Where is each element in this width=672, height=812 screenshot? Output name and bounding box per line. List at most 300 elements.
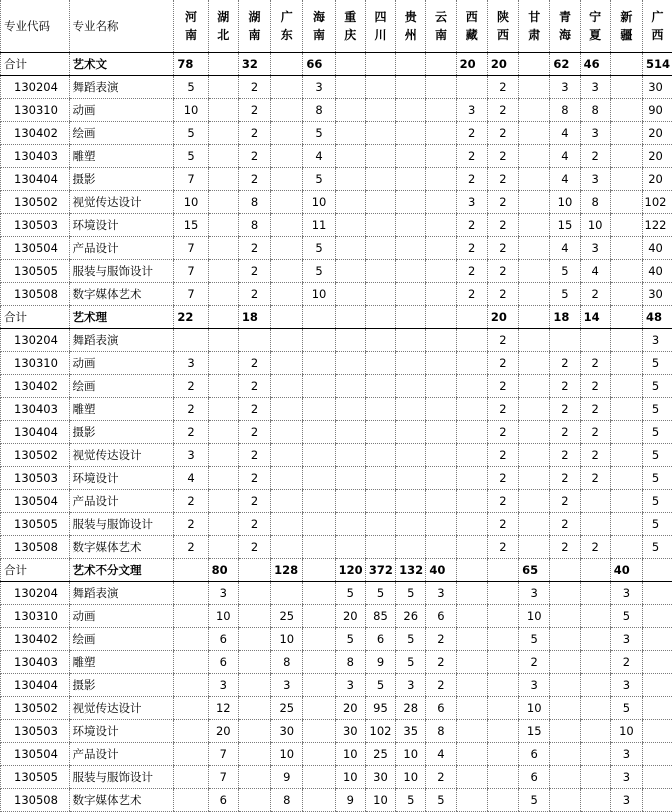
table-row: [1, 283, 672, 306]
quota-cell: [519, 237, 550, 260]
quota-cell: 3: [208, 674, 238, 697]
quota-cell: [335, 421, 365, 444]
quota-cell: 4: [580, 260, 610, 283]
quota-cell: 30: [365, 766, 395, 789]
quota-cell: [643, 674, 672, 697]
quota-cell: [456, 743, 487, 766]
major-name: 环境设计: [69, 467, 174, 490]
quota-cell: [426, 490, 456, 513]
quota-cell: [643, 720, 672, 743]
quota-cell: 8: [335, 651, 365, 674]
major-name: 绘画: [69, 375, 174, 398]
quota-cell: 10: [174, 99, 208, 122]
quota-cell: [238, 582, 270, 605]
total-cell: [456, 559, 487, 582]
quota-cell: [519, 329, 550, 352]
quota-cell: [519, 99, 550, 122]
quota-cell: [426, 99, 456, 122]
quota-cell: [519, 283, 550, 306]
quota-cell: 2: [238, 375, 270, 398]
quota-cell: 10: [271, 743, 303, 766]
table-row: [1, 76, 672, 99]
section-name: 艺术不分文理: [69, 559, 174, 582]
quota-cell: 2: [580, 283, 610, 306]
quota-cell: [456, 766, 487, 789]
quota-cell: [487, 674, 518, 697]
quota-cell: [208, 421, 238, 444]
quota-cell: 3: [519, 582, 550, 605]
quota-cell: [335, 329, 365, 352]
quota-cell: [271, 214, 303, 237]
quota-cell: [335, 375, 365, 398]
total-cell: [208, 306, 238, 329]
quota-cell: 3: [550, 76, 580, 99]
table-row: [1, 513, 672, 536]
major-name: 动画: [69, 605, 174, 628]
quota-cell: 10: [335, 743, 365, 766]
quota-cell: 2: [238, 444, 270, 467]
quota-cell: [610, 467, 642, 490]
table-row: [1, 260, 672, 283]
quota-cell: 5: [396, 628, 426, 651]
quota-cell: [335, 536, 365, 559]
quota-cell: [303, 674, 335, 697]
quota-cell: [335, 168, 365, 191]
quota-cell: [396, 513, 426, 536]
quota-cell: [643, 789, 672, 812]
quota-cell: [610, 99, 642, 122]
quota-cell: 3: [643, 329, 672, 352]
quota-cell: 2: [487, 421, 518, 444]
quota-cell: 40: [643, 237, 672, 260]
quota-cell: 7: [208, 766, 238, 789]
total-cell: 40: [610, 559, 642, 582]
total-cell: [396, 306, 426, 329]
quota-cell: [303, 398, 335, 421]
quota-cell: [208, 214, 238, 237]
quota-cell: 20: [335, 697, 365, 720]
quota-cell: [456, 674, 487, 697]
quota-cell: [456, 490, 487, 513]
major-code: 130503: [1, 720, 70, 743]
quota-cell: 10: [174, 191, 208, 214]
quota-cell: 2: [238, 467, 270, 490]
quota-cell: 7: [174, 283, 208, 306]
quota-cell: 5: [303, 260, 335, 283]
quota-cell: [174, 720, 208, 743]
quota-cell: 2: [174, 513, 208, 536]
quota-cell: [426, 237, 456, 260]
quota-cell: [238, 766, 270, 789]
total-cell: 20: [456, 53, 487, 76]
quota-cell: 2: [487, 329, 518, 352]
total-cell: 40: [426, 559, 456, 582]
quota-cell: 7: [174, 168, 208, 191]
quota-cell: 85: [365, 605, 395, 628]
quota-cell: [174, 697, 208, 720]
quota-cell: 5: [643, 490, 672, 513]
table-row: [1, 352, 672, 375]
total-cell: [610, 306, 642, 329]
quota-cell: [208, 283, 238, 306]
quota-cell: 2: [580, 421, 610, 444]
quota-cell: [610, 191, 642, 214]
header-province: 湖 北: [208, 0, 238, 53]
quota-cell: [396, 398, 426, 421]
quota-cell: [426, 168, 456, 191]
major-code: 130505: [1, 513, 70, 536]
quota-cell: [238, 674, 270, 697]
quota-cell: [271, 122, 303, 145]
quota-cell: [456, 467, 487, 490]
quota-cell: 10: [580, 214, 610, 237]
quota-cell: [303, 467, 335, 490]
total-cell: [519, 306, 550, 329]
header-row: [1, 0, 672, 53]
total-cell: [208, 53, 238, 76]
quota-cell: 5: [303, 237, 335, 260]
table-row: [1, 122, 672, 145]
table-row: [1, 605, 672, 628]
quota-cell: [519, 536, 550, 559]
quota-cell: [208, 122, 238, 145]
quota-cell: [610, 237, 642, 260]
total-cell: [610, 53, 642, 76]
quota-cell: 2: [487, 191, 518, 214]
quota-cell: 30: [271, 720, 303, 743]
quota-cell: [643, 697, 672, 720]
quota-cell: 3: [610, 628, 642, 651]
table-row: [1, 467, 672, 490]
quota-cell: [271, 421, 303, 444]
quota-cell: 5: [426, 789, 456, 812]
table-row: [1, 651, 672, 674]
quota-cell: [365, 421, 395, 444]
quota-cell: 2: [238, 536, 270, 559]
major-name: 动画: [69, 352, 174, 375]
quota-cell: 2: [238, 283, 270, 306]
quota-cell: 6: [208, 789, 238, 812]
table-row: [1, 191, 672, 214]
quota-cell: 2: [487, 352, 518, 375]
quota-cell: 5: [610, 697, 642, 720]
major-name: 服装与服饰设计: [69, 766, 174, 789]
quota-cell: 3: [610, 674, 642, 697]
quota-cell: [208, 536, 238, 559]
quota-cell: [610, 260, 642, 283]
quota-cell: [580, 697, 610, 720]
quota-cell: 11: [303, 214, 335, 237]
table-row: [1, 444, 672, 467]
quota-cell: [610, 145, 642, 168]
quota-cell: 10: [396, 743, 426, 766]
quota-cell: [519, 122, 550, 145]
quota-cell: [238, 743, 270, 766]
quota-cell: [550, 674, 580, 697]
quota-cell: [610, 329, 642, 352]
total-cell: 128: [271, 559, 303, 582]
quota-cell: 4: [426, 743, 456, 766]
quota-cell: 2: [174, 536, 208, 559]
quota-cell: [580, 490, 610, 513]
table-row: [1, 329, 672, 352]
quota-cell: [365, 283, 395, 306]
quota-cell: 9: [271, 766, 303, 789]
quota-cell: [174, 628, 208, 651]
total-cell: 62: [550, 53, 580, 76]
quota-cell: [365, 168, 395, 191]
major-code: 130402: [1, 122, 70, 145]
quota-cell: 2: [487, 214, 518, 237]
quota-cell: [174, 789, 208, 812]
quota-cell: 2: [580, 375, 610, 398]
quota-cell: 2: [238, 513, 270, 536]
quota-cell: [519, 398, 550, 421]
quota-cell: [550, 605, 580, 628]
quota-cell: [271, 582, 303, 605]
quota-cell: [271, 398, 303, 421]
quota-cell: [365, 76, 395, 99]
quota-cell: [456, 398, 487, 421]
quota-cell: 3: [303, 76, 335, 99]
quota-cell: [303, 513, 335, 536]
table-row: [1, 766, 672, 789]
quota-cell: [238, 651, 270, 674]
quota-cell: 5: [365, 582, 395, 605]
major-code: 130402: [1, 375, 70, 398]
total-cell: [271, 306, 303, 329]
quota-cell: 2: [487, 444, 518, 467]
quota-cell: [456, 582, 487, 605]
quota-cell: 20: [335, 605, 365, 628]
quota-cell: 5: [643, 352, 672, 375]
major-name: 环境设计: [69, 720, 174, 743]
quota-cell: [610, 214, 642, 237]
major-name: 数字媒体艺术: [69, 536, 174, 559]
quota-cell: [487, 628, 518, 651]
major-name: 摄影: [69, 421, 174, 444]
quota-cell: 2: [487, 99, 518, 122]
quota-cell: 26: [396, 605, 426, 628]
quota-cell: [335, 237, 365, 260]
quota-cell: [208, 490, 238, 513]
quota-cell: 5: [335, 628, 365, 651]
quota-cell: [580, 513, 610, 536]
total-cell: 18: [238, 306, 270, 329]
table-row: [1, 674, 672, 697]
quota-cell: 5: [643, 421, 672, 444]
quota-cell: [550, 766, 580, 789]
quota-cell: 6: [208, 628, 238, 651]
quota-cell: [519, 375, 550, 398]
quota-cell: 30: [643, 76, 672, 99]
quota-cell: 40: [643, 260, 672, 283]
major-name: 摄影: [69, 674, 174, 697]
quota-cell: [365, 237, 395, 260]
quota-cell: [271, 352, 303, 375]
quota-cell: [365, 122, 395, 145]
table-row: [1, 628, 672, 651]
quota-cell: [643, 651, 672, 674]
quota-cell: [487, 697, 518, 720]
quota-cell: 2: [487, 513, 518, 536]
total-cell: [303, 306, 335, 329]
quota-cell: [643, 743, 672, 766]
quota-cell: [519, 191, 550, 214]
quota-cell: 2: [487, 260, 518, 283]
quota-cell: 2: [174, 421, 208, 444]
quota-cell: [335, 513, 365, 536]
header-province: 甘 肃: [519, 0, 550, 53]
total-cell: 514: [643, 53, 672, 76]
quota-cell: [580, 720, 610, 743]
quota-cell: 5: [519, 789, 550, 812]
major-code: 130403: [1, 145, 70, 168]
quota-cell: [271, 444, 303, 467]
quota-cell: [303, 789, 335, 812]
table-row: [1, 375, 672, 398]
quota-cell: [426, 444, 456, 467]
quota-cell: [303, 582, 335, 605]
quota-cell: 5: [303, 122, 335, 145]
major-code: 130404: [1, 674, 70, 697]
quota-cell: 2: [426, 766, 456, 789]
major-code: 130508: [1, 536, 70, 559]
major-code: 130505: [1, 766, 70, 789]
total-cell: 46: [580, 53, 610, 76]
header-province: 湖 南: [238, 0, 270, 53]
quota-cell: [335, 191, 365, 214]
quota-cell: 10: [271, 628, 303, 651]
quota-cell: 20: [643, 168, 672, 191]
quota-cell: 12: [208, 697, 238, 720]
quota-cell: [303, 697, 335, 720]
quota-cell: [426, 260, 456, 283]
quota-cell: [271, 329, 303, 352]
quota-cell: [396, 122, 426, 145]
quota-cell: 20: [643, 122, 672, 145]
quota-cell: 2: [550, 352, 580, 375]
header-province: 青 海: [550, 0, 580, 53]
quota-cell: 6: [519, 766, 550, 789]
quota-cell: 5: [174, 145, 208, 168]
quota-cell: [519, 168, 550, 191]
major-code: 130204: [1, 329, 70, 352]
quota-cell: [396, 214, 426, 237]
quota-cell: 4: [550, 237, 580, 260]
quota-cell: [456, 352, 487, 375]
quota-cell: [174, 743, 208, 766]
quota-cell: [303, 329, 335, 352]
quota-cell: 2: [487, 168, 518, 191]
quota-cell: 8: [580, 99, 610, 122]
quota-cell: 2: [550, 444, 580, 467]
quota-cell: [365, 513, 395, 536]
header-province: 新 疆: [610, 0, 642, 53]
quota-cell: [208, 260, 238, 283]
quota-cell: 3: [396, 674, 426, 697]
quota-cell: [365, 99, 395, 122]
quota-cell: 2: [456, 145, 487, 168]
quota-cell: [365, 375, 395, 398]
quota-cell: [580, 329, 610, 352]
quota-cell: 2: [174, 375, 208, 398]
header-province: 重 庆: [335, 0, 365, 53]
total-cell: 20: [487, 306, 518, 329]
major-code: 130204: [1, 582, 70, 605]
quota-cell: [487, 720, 518, 743]
major-name: 雕塑: [69, 651, 174, 674]
quota-cell: 3: [271, 674, 303, 697]
total-row: [1, 53, 672, 76]
quota-cell: [365, 536, 395, 559]
quota-cell: [335, 260, 365, 283]
quota-cell: 9: [365, 651, 395, 674]
quota-cell: 3: [610, 766, 642, 789]
quota-cell: 2: [580, 398, 610, 421]
quota-cell: 7: [208, 743, 238, 766]
quota-cell: 10: [365, 789, 395, 812]
total-cell: [426, 306, 456, 329]
total-cell: 22: [174, 306, 208, 329]
quota-cell: [610, 490, 642, 513]
quota-cell: 2: [238, 421, 270, 444]
table-row: [1, 214, 672, 237]
quota-cell: [426, 398, 456, 421]
quota-cell: [487, 789, 518, 812]
quota-cell: 2: [580, 467, 610, 490]
quota-cell: [396, 76, 426, 99]
quota-cell: [365, 467, 395, 490]
quota-cell: 3: [580, 168, 610, 191]
quota-cell: 3: [335, 674, 365, 697]
quota-cell: 5: [174, 76, 208, 99]
quota-cell: 30: [643, 283, 672, 306]
total-cell: [174, 559, 208, 582]
quota-cell: [271, 237, 303, 260]
total-cell: 120: [335, 559, 365, 582]
quota-cell: [643, 766, 672, 789]
quota-cell: [426, 214, 456, 237]
quota-cell: [456, 329, 487, 352]
quota-cell: 2: [456, 122, 487, 145]
table-row: [1, 697, 672, 720]
major-code: 130502: [1, 444, 70, 467]
quota-cell: 2: [580, 145, 610, 168]
quota-cell: [643, 605, 672, 628]
quota-cell: [271, 76, 303, 99]
quota-cell: 8: [426, 720, 456, 743]
quota-cell: 2: [238, 490, 270, 513]
quota-cell: 2: [550, 513, 580, 536]
quota-cell: 2: [550, 398, 580, 421]
header-province: 广 东: [271, 0, 303, 53]
table-row: [1, 168, 672, 191]
table-row: [1, 743, 672, 766]
quota-cell: [426, 536, 456, 559]
quota-cell: [519, 490, 550, 513]
quota-cell: [550, 628, 580, 651]
total-cell: [643, 559, 672, 582]
quota-cell: [365, 214, 395, 237]
quota-cell: 2: [238, 260, 270, 283]
quota-cell: 5: [643, 444, 672, 467]
quota-cell: [396, 283, 426, 306]
table-body: [1, 53, 672, 812]
quota-cell: [208, 145, 238, 168]
quota-cell: [426, 375, 456, 398]
major-name: 视觉传达设计: [69, 444, 174, 467]
